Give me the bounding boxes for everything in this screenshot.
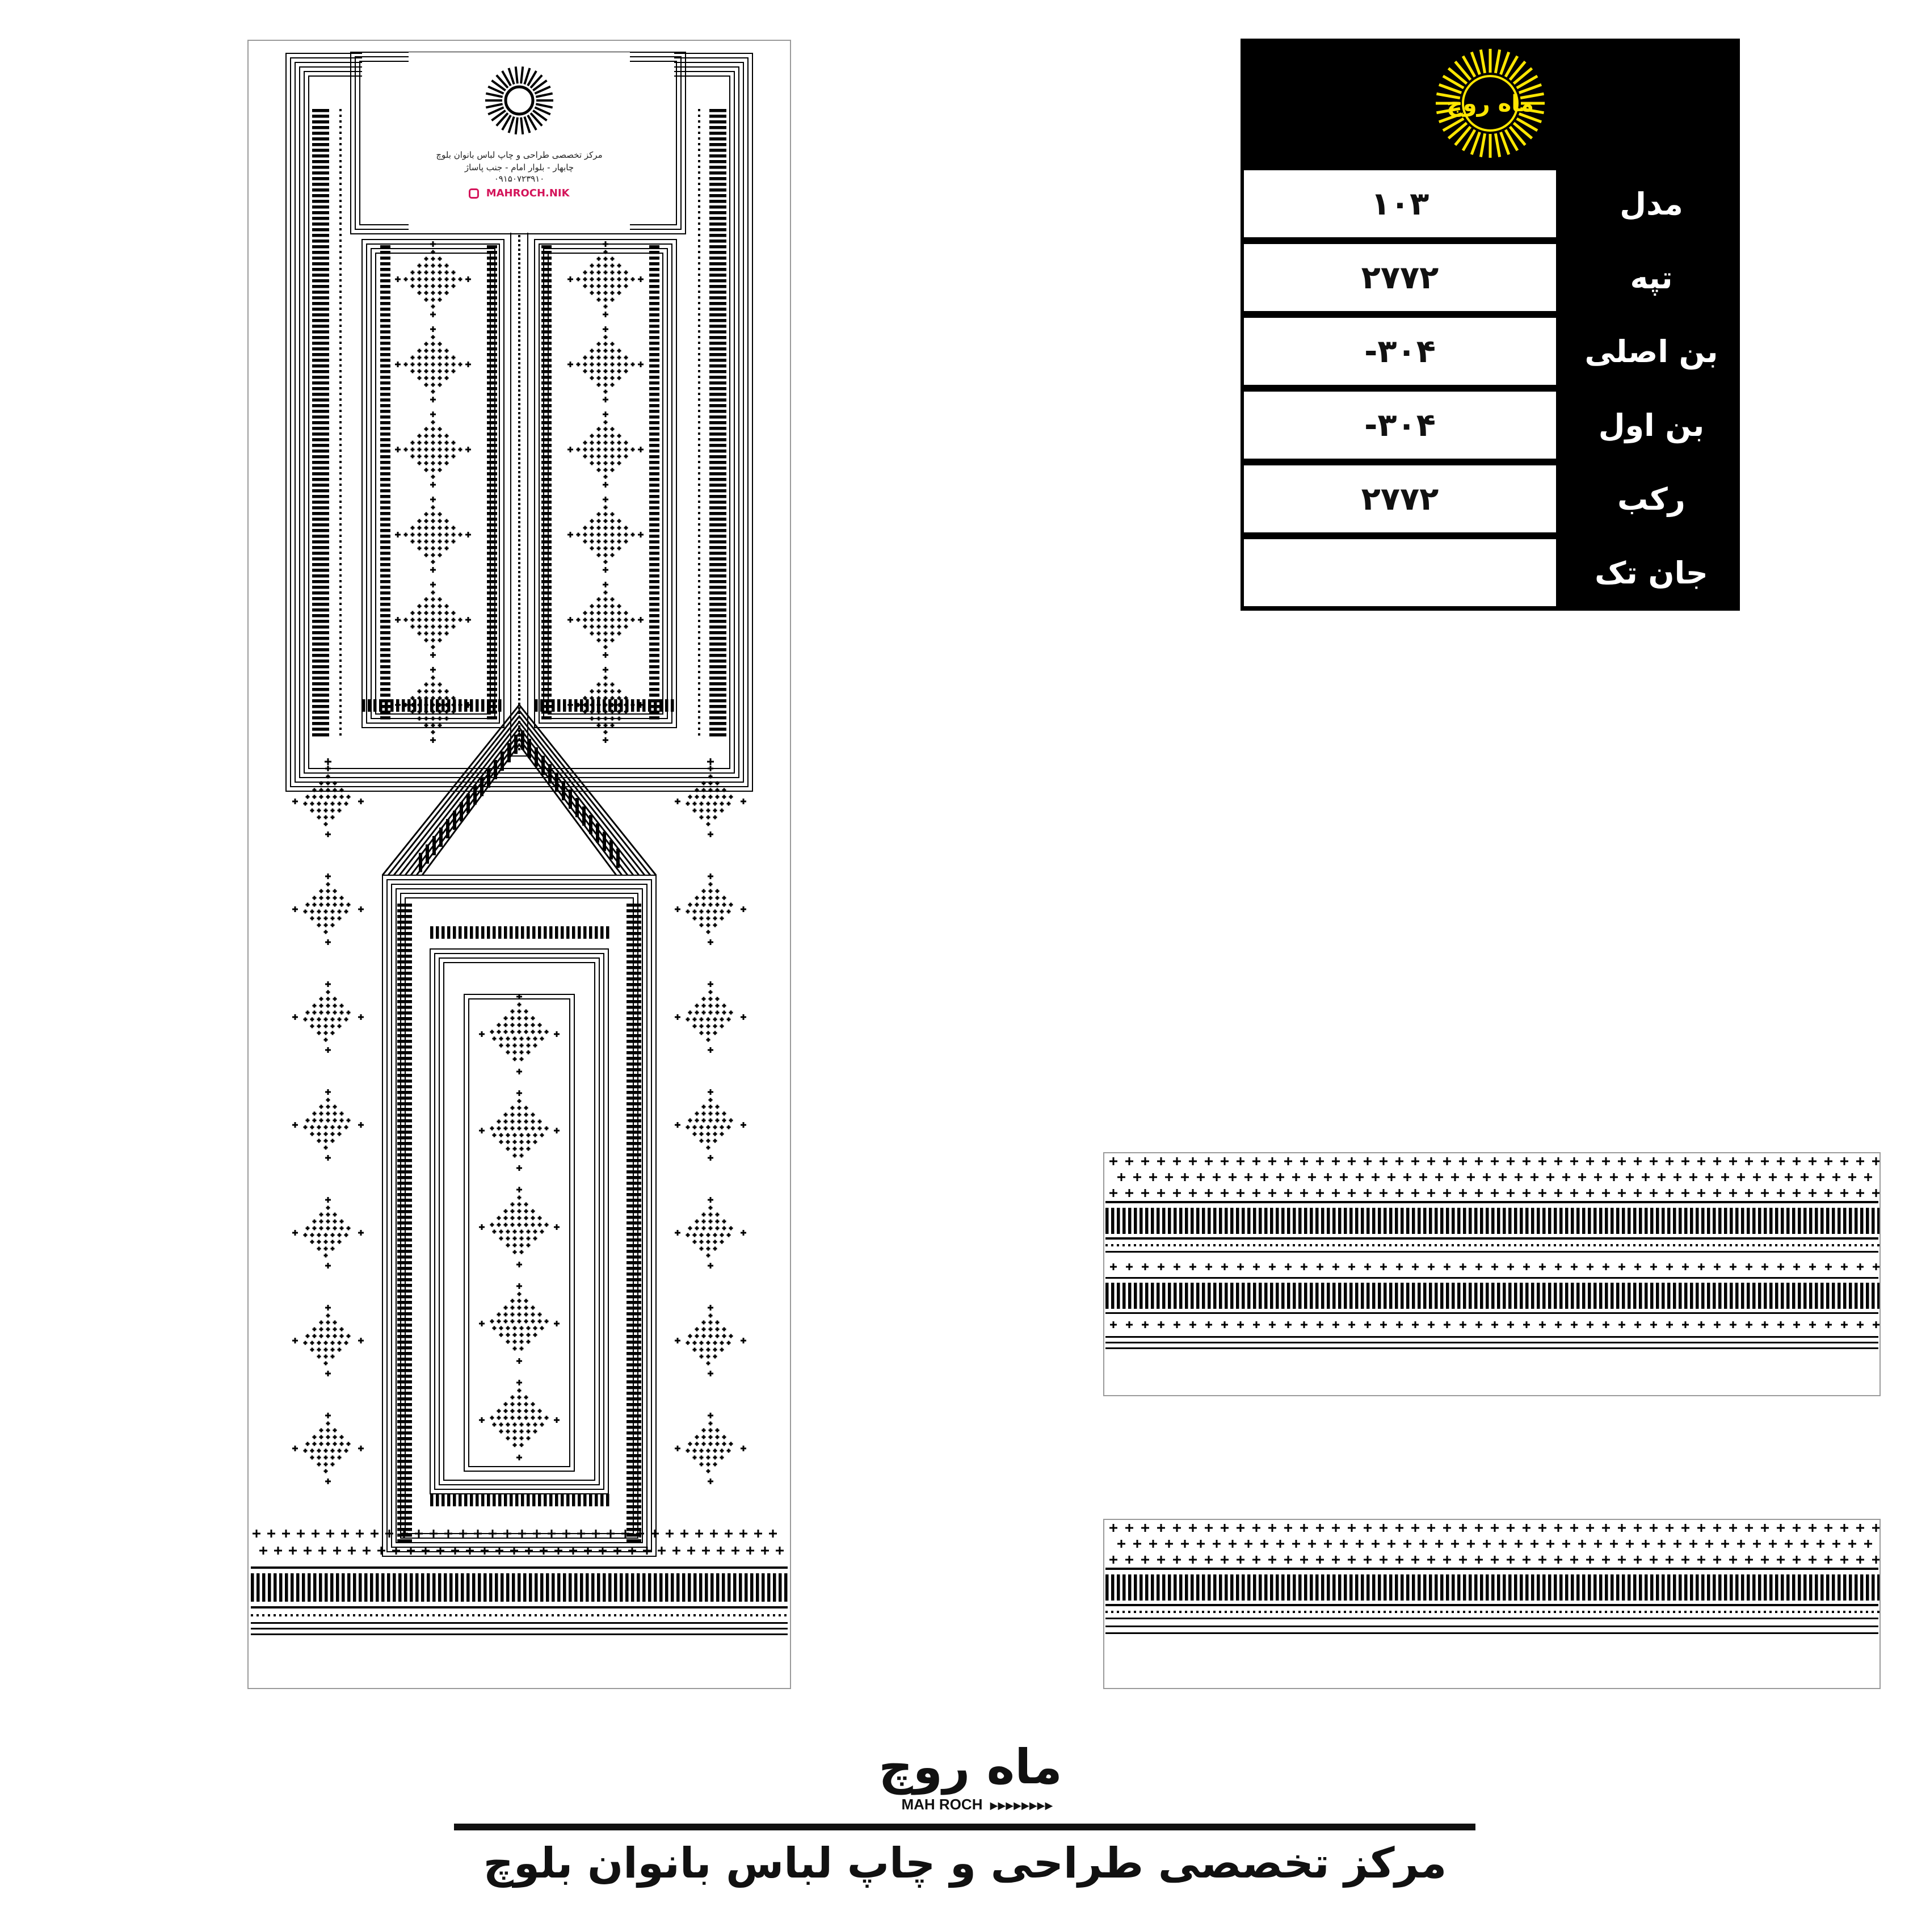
garment-panel [247,40,791,1689]
table-value [1244,539,1556,606]
table-value: ۳۰۴- [1244,318,1556,385]
table-row [1244,392,1736,459]
footer-tagline: مرکز تخصصی طراحی و چاپ لباس بانوان بلوچ [483,1839,1447,1888]
panel-brand-line-2: چابهار - بلوار امام - جنب پاساژ [464,162,574,173]
footer-logo-arrows: ▶▶▶▶▶▶▶▶ [990,1800,1053,1812]
table-label: بن اصلی [1584,333,1718,369]
table-label: بن اول [1598,407,1705,443]
panel-brand-box [409,52,630,233]
spec-table [1241,39,1740,611]
table-row [1244,465,1736,532]
border-strip-1 [1103,1152,1881,1396]
table-value: ۲۷۷۲ [1244,244,1556,311]
border-strip-2 [1103,1519,1881,1689]
table-row [1244,244,1736,311]
border-strip-pattern [1104,1520,1879,1688]
table-label: رکب [1617,481,1685,517]
table-row [1244,318,1736,385]
table-label: مدل [1620,186,1683,222]
border-strip-pattern [1104,1153,1879,1395]
garment-pattern [249,41,790,1688]
footer-logo [851,1737,1090,1822]
table-row [1244,170,1736,237]
table-value: ۲۷۷۲ [1244,465,1556,532]
table-logo-text: ماه روچ [1446,91,1534,117]
panel-instagram[interactable] [409,187,630,199]
instagram-icon [469,188,479,199]
instagram-handle: MAHROCH.NIK [486,187,570,199]
panel-brand-line-1: مرکز تخصصی طراحی و چاپ لباس بانوان بلوچ [436,150,603,160]
footer-divider [454,1824,1475,1830]
table-row [1244,539,1736,606]
panel-brand-phone: ۰۹۱۵۰۷۲۳۹۱۰ [494,174,545,184]
footer-logo-fa: ماه روچ [878,1739,1062,1795]
table-value: ۳۰۴- [1244,392,1556,459]
table-logo [1244,42,1736,167]
table-label: جان تک [1595,555,1708,591]
table-label: تپه [1630,259,1673,296]
footer-logo-en: MAH ROCH [901,1796,983,1813]
table-value: ۱۰۳ [1244,170,1556,237]
sun-burst-icon [482,58,556,143]
